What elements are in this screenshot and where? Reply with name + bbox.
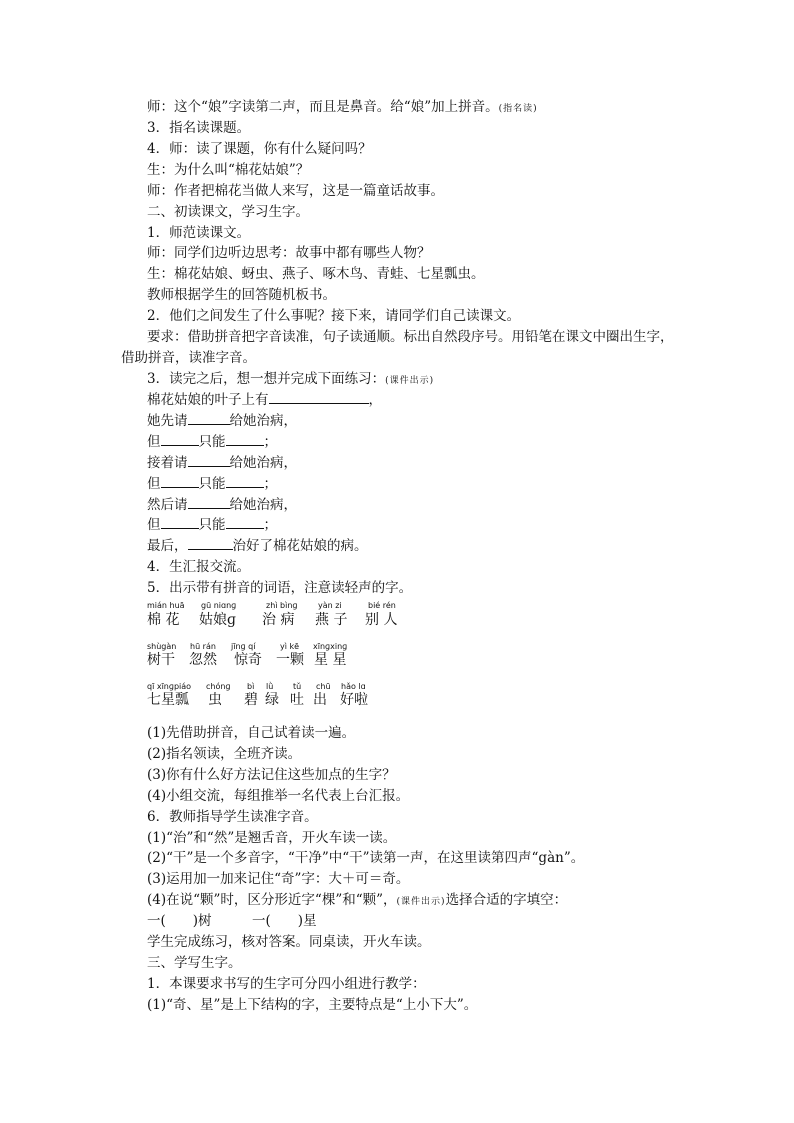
fill-blank	[161, 433, 199, 446]
exercise-text: 治好了棉花姑娘的病。	[232, 538, 368, 554]
text-line: 1．师范读课文。	[147, 225, 251, 241]
pinyin: tǔ	[293, 682, 302, 691]
pinyin: yàn zi	[318, 601, 342, 610]
exercise-line	[147, 454, 297, 472]
exercise-line	[147, 537, 368, 555]
pinyin: chónɡ	[206, 682, 231, 691]
exercise-line	[147, 412, 297, 430]
fill-blank	[161, 516, 199, 529]
pinyin: qī xīnɡpiáo	[147, 682, 192, 691]
text-line: (1)先借助拼音，自己试着读一遍。	[147, 725, 356, 741]
pinyin: zhì bìnɡ	[266, 601, 298, 610]
text-line	[147, 370, 434, 390]
fill-blank	[226, 433, 264, 446]
exercise-text: 给她治病，	[229, 497, 297, 513]
section-heading: 三、学写生字。	[147, 955, 242, 971]
fill-blank	[161, 475, 199, 488]
exercise-text: ，	[368, 392, 382, 408]
hanzi-word: 吐	[290, 692, 304, 708]
fill-blank	[188, 454, 230, 467]
text-line: 2．他们之间发生了什么事呢？接下来，请同学们自己读课文。	[147, 308, 521, 324]
text-line: 教师根据学生的回答随机板书。	[147, 287, 336, 303]
exercise-text: 棉花姑娘的叶子上有	[147, 392, 269, 408]
exercise-text: 然后请	[147, 497, 188, 513]
fill-blank	[188, 496, 230, 509]
exercise-line	[147, 433, 277, 451]
line-text: 选择合适的字填空：	[445, 892, 568, 908]
pinyin: bié rén	[368, 601, 396, 610]
fill-blank	[188, 412, 230, 425]
text-line: 学生完成练习，核对答案。同桌读，开火车读。	[147, 934, 431, 950]
fill-blank	[188, 537, 233, 550]
exercise-line	[147, 475, 277, 493]
line-note: (课件出示)	[396, 897, 446, 907]
pinyin: hū rán	[190, 642, 216, 651]
exercise-text: 接着请	[147, 455, 188, 471]
hanzi-word: 绿	[265, 692, 279, 708]
pinyin: gū niɑnɡ	[201, 601, 237, 610]
exercise-text: 只能	[198, 476, 226, 492]
text-line: 5．出示带有拼音的词语，注意读轻声的字。	[147, 580, 413, 596]
exercise-text: ；	[263, 434, 277, 450]
text-line: (4)小组交流，每组推举一名代表上台汇报。	[147, 788, 410, 804]
pinyin: yì kē	[280, 642, 300, 651]
pinyin: lǜ	[266, 682, 274, 691]
text-line: 师：同学们边听边思考：故事中都有哪些人物？	[147, 245, 431, 261]
text-line: (3)你有什么好方法记住这些加点的生字？	[147, 767, 396, 783]
exercise-line	[147, 516, 277, 534]
hanzi-word: 碧	[244, 692, 258, 708]
text-line: (1)“奇、星”是上下结构的字，主要特点是“上小下大”。	[147, 997, 478, 1013]
hanzi-word: 惊奇	[234, 652, 262, 668]
exercise-text: 只能	[198, 517, 226, 533]
exercise-text: 给她治病，	[229, 413, 297, 429]
text-line: (3)运用加一加来记住“奇”字：大＋可＝奇。	[147, 871, 410, 887]
text-line: (2)指名领读，全班齐读。	[147, 746, 302, 762]
line-text: (4)在说“颗”时，区分形近字“棵”和“颗”，	[147, 892, 397, 908]
hanzi-word: 七星瓢	[147, 692, 189, 708]
hanzi-word: 虫	[208, 692, 222, 708]
pinyin: shùgàn	[147, 642, 177, 651]
pinyin: xīnɡxinɡ	[313, 642, 348, 651]
text-line: (2)“干”是一个多音字，“干净”中“干”读第一声，在这里读第四声“gàn”。	[147, 850, 585, 866]
exercise-text: 只能	[198, 434, 226, 450]
text-line: 生：棉花姑娘、蚜虫、燕子、啄木鸟、青蛙、七星瓢虫。	[147, 266, 485, 282]
line-note: (指名读)	[498, 104, 538, 114]
fill-blank	[226, 516, 264, 529]
exercise-line	[147, 391, 382, 409]
hanzi-word: 出	[313, 692, 327, 708]
text-line	[147, 98, 538, 118]
exercise-text: 最后，	[147, 538, 188, 554]
hanzi-word: 树干	[147, 652, 175, 668]
exercise-text: ；	[263, 517, 277, 533]
hanzi-word: 别 人	[365, 612, 398, 628]
pinyin: chū	[316, 682, 331, 691]
text-line: 3．指名读课题。	[147, 120, 251, 136]
text-line: (1)“治”和“然”是翘舌音，开火车读一读。	[147, 830, 397, 846]
hanzi-word: 燕 子	[315, 612, 348, 628]
hanzi-word: 一颗	[276, 652, 304, 668]
text-line: 生：为什么叫“棉花姑娘”？	[147, 162, 310, 178]
pinyin: bì	[247, 682, 255, 691]
line-note: (课件出示)	[385, 376, 435, 386]
exercise-text: 给她治病，	[229, 455, 297, 471]
fill-blank	[269, 391, 369, 404]
text-line: 4．生汇报交流。	[147, 559, 251, 575]
exercise-text: 但	[147, 476, 161, 492]
text-line: 师：作者把棉花当做人来写，这是一篇童话故事。	[147, 183, 444, 199]
exercise-text: ；	[263, 476, 277, 492]
fill-blank	[226, 475, 264, 488]
line-text: 师：这个“娘”字读第二声，而且是鼻音。给“娘”加上拼音。	[147, 99, 499, 115]
pinyin: hǎo lɑ	[341, 682, 366, 691]
exercise-text: 但	[147, 434, 161, 450]
pinyin: mián huā	[147, 601, 185, 610]
section-heading: 二、初读课文，学习生字。	[147, 204, 309, 220]
text-line: 借助拼音，读准字音。	[121, 350, 256, 366]
exercise-line	[147, 496, 297, 514]
line-text: 3．读完之后，想一想并完成下面练习：	[147, 371, 386, 387]
hanzi-word: 姑娘ɡ	[199, 612, 236, 628]
text-line: 4．师：读了课题，你有什么疑问吗？	[147, 141, 372, 157]
hanzi-word: 治 病	[262, 612, 295, 628]
text-line: 一( )树 一( )星	[147, 913, 317, 929]
text-line: 6．教师指导学生读准字音。	[147, 809, 318, 825]
text-line: 1．本课要求书写的生字可分四小组进行教学：	[147, 976, 426, 992]
hanzi-word: 好啦	[340, 692, 368, 708]
hanzi-word: 星 星	[314, 652, 347, 668]
hanzi-word: 忽然	[189, 652, 217, 668]
text-line: 要求：借助拼音把字音读准，句子读通顺。标出自然段序号。用铅笔在课文中圈出生字，	[147, 329, 674, 345]
text-line	[147, 891, 567, 911]
exercise-text: 但	[147, 517, 161, 533]
exercise-text: 她先请	[147, 413, 188, 429]
pinyin: jīnɡ qí	[231, 642, 256, 651]
hanzi-word: 棉 花	[147, 612, 180, 628]
